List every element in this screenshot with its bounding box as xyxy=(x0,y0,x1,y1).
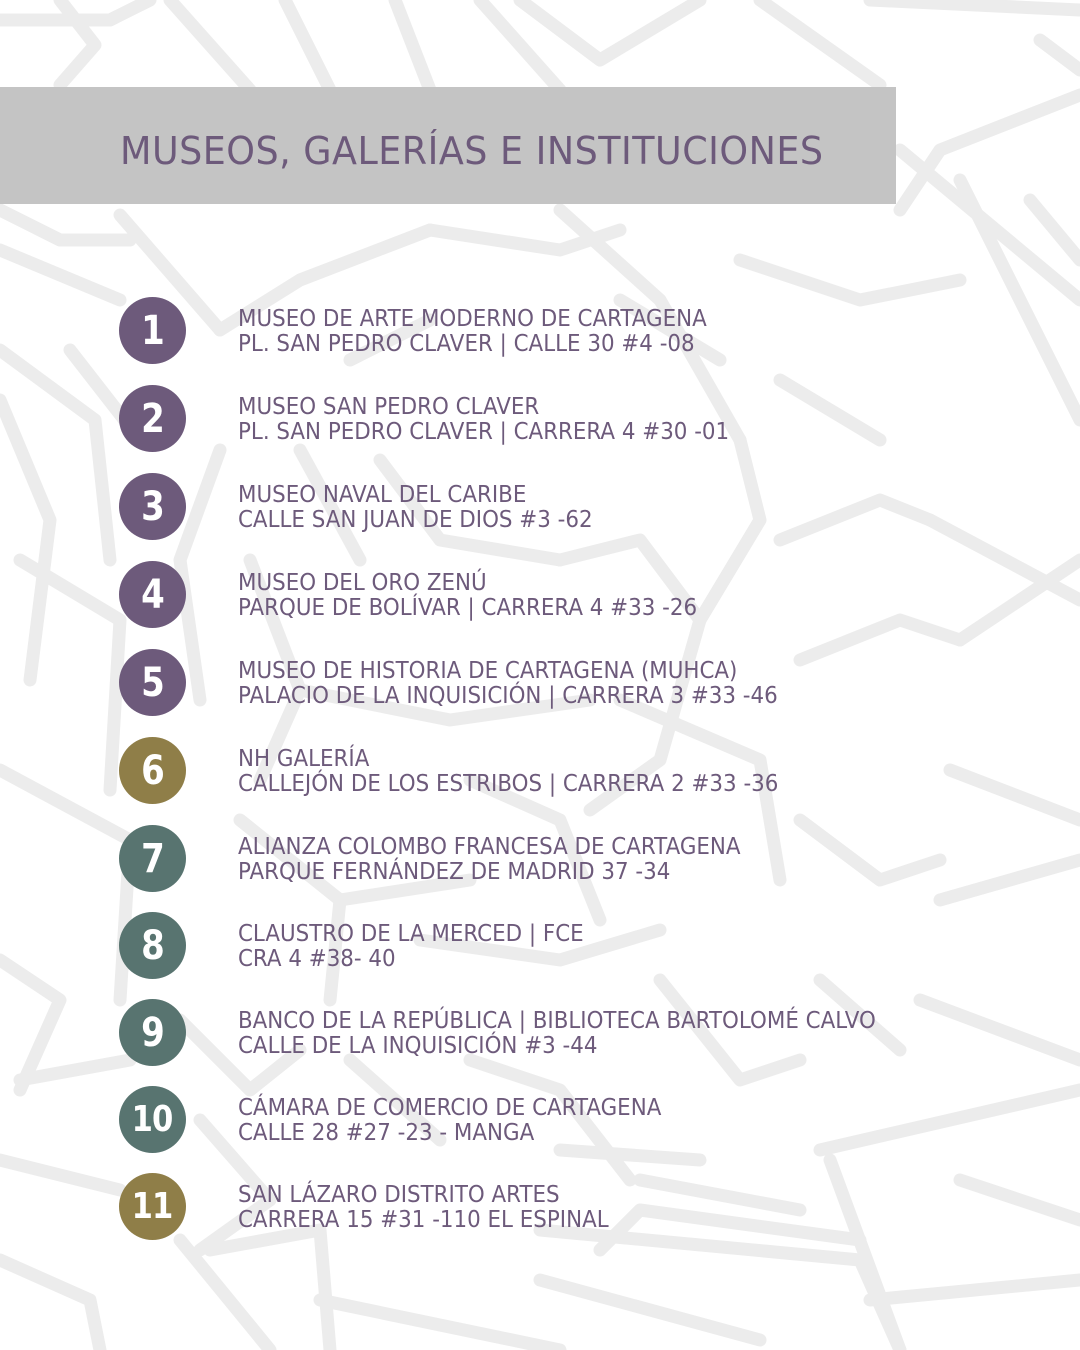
list-item xyxy=(0,1173,1080,1253)
item-text xyxy=(238,307,707,357)
item-number: 2 xyxy=(140,395,165,442)
item-address: PARQUE FERNÁNDEZ DE MADRID 37 -34 xyxy=(238,859,671,885)
item-number: 8 xyxy=(140,922,165,969)
item-name: SAN LÁZARO DISTRITO ARTES xyxy=(238,1182,560,1208)
item-text xyxy=(238,1096,661,1146)
item-text xyxy=(238,747,778,797)
item-name: MUSEO NAVAL DEL CARIBE xyxy=(238,482,527,508)
item-text xyxy=(238,1009,876,1059)
number-badge xyxy=(119,473,186,540)
item-address: PL. SAN PEDRO CLAVER | CARRERA 4 #30 -01 xyxy=(238,419,730,445)
item-text xyxy=(238,922,584,972)
item-name: MUSEO SAN PEDRO CLAVER xyxy=(238,394,540,420)
number-badge xyxy=(119,912,186,979)
item-name: CLAUSTRO DE LA MERCED | FCE xyxy=(238,921,584,947)
number-badge xyxy=(119,649,186,716)
item-address: CALLE SAN JUAN DE DIOS #3 -62 xyxy=(238,507,593,533)
item-address: CRA 4 #38- 40 xyxy=(238,946,396,972)
number-badge xyxy=(119,1173,186,1240)
item-text xyxy=(238,835,741,885)
number-badge xyxy=(119,1086,186,1153)
item-text xyxy=(238,395,729,445)
item-name: MUSEO DE HISTORIA DE CARTAGENA (MUHCA) xyxy=(238,658,738,684)
item-address: PALACIO DE LA INQUISICIÓN | CARRERA 3 #33 -46 xyxy=(238,683,778,709)
item-name: CÁMARA DE COMERCIO DE CARTAGENA xyxy=(238,1095,662,1121)
item-number: 6 xyxy=(140,747,165,794)
item-address: PL. SAN PEDRO CLAVER | CALLE 30 #4 -08 xyxy=(238,331,695,357)
number-badge xyxy=(119,561,186,628)
item-address: CALLEJÓN DE LOS ESTRIBOS | CARRERA 2 #33 -36 xyxy=(238,771,779,797)
item-name: NH GALERÍA xyxy=(238,746,370,772)
item-name: ALIANZA COLOMBO FRANCESA DE CARTAGENA xyxy=(238,834,741,860)
list-item xyxy=(0,561,1080,641)
item-number: 10 xyxy=(132,1098,173,1140)
list-item xyxy=(0,649,1080,729)
item-text xyxy=(238,659,778,709)
item-number: 7 xyxy=(140,835,165,882)
list-item xyxy=(0,825,1080,905)
item-text xyxy=(238,483,593,533)
item-text xyxy=(238,571,697,621)
item-address: PARQUE DE BOLÍVAR | CARRERA 4 #33 -26 xyxy=(238,595,698,621)
item-name: MUSEO DEL ORO ZENÚ xyxy=(238,570,487,596)
list-item xyxy=(0,385,1080,465)
item-name: BANCO DE LA REPÚBLICA | BIBLIOTECA BARTOLOMÉ CALVO xyxy=(238,1008,876,1034)
list-item xyxy=(0,999,1080,1079)
item-address: CALLE DE LA INQUISICIÓN #3 -44 xyxy=(238,1033,598,1059)
number-badge xyxy=(119,297,186,364)
item-number: 4 xyxy=(140,571,165,618)
list-item xyxy=(0,737,1080,817)
number-badge xyxy=(119,825,186,892)
list-item xyxy=(0,297,1080,377)
item-text xyxy=(238,1183,609,1233)
item-name: MUSEO DE ARTE MODERNO DE CARTAGENA xyxy=(238,306,707,332)
item-number: 1 xyxy=(140,307,165,354)
number-badge xyxy=(119,737,186,804)
item-number: 11 xyxy=(132,1185,173,1227)
item-address: CARRERA 15 #31 -110 EL ESPINAL xyxy=(238,1207,609,1233)
list-item xyxy=(0,1086,1080,1166)
item-address: CALLE 28 #27 -23 - MANGA xyxy=(238,1120,535,1146)
item-number: 9 xyxy=(140,1009,165,1056)
item-number: 3 xyxy=(140,483,165,530)
page-title: MUSEOS, GALERÍAS E INSTITUCIONES xyxy=(120,129,824,173)
item-number: 5 xyxy=(140,659,165,706)
number-badge xyxy=(119,385,186,452)
number-badge xyxy=(119,999,186,1066)
list-item xyxy=(0,473,1080,553)
list-item xyxy=(0,912,1080,992)
